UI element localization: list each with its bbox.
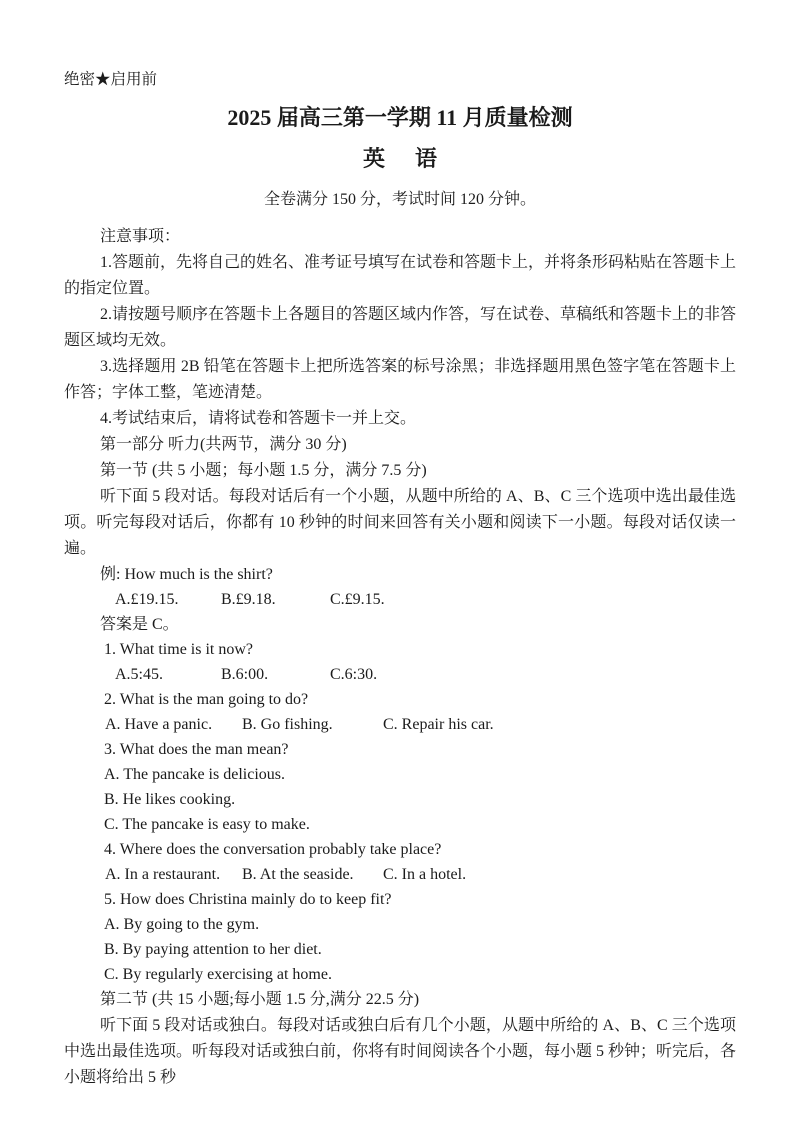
question-2-option-a: A. Have a panic. xyxy=(105,716,213,733)
part1-heading: 第一部分 听力(共两节，满分 30 分) xyxy=(100,436,347,453)
question-5-option-c: C. By regularly exercising at home. xyxy=(104,966,332,983)
question-1-option-a: A.5:45. xyxy=(115,666,163,683)
question-3-text: 3. What does the man mean? xyxy=(104,741,289,758)
question-5-text: 5. How does Christina mainly do to keep fit? xyxy=(104,891,392,908)
question-2-option-b: B. Go fishing. xyxy=(242,716,333,733)
example-options xyxy=(64,587,736,612)
question-1-text: 1. What time is it now? xyxy=(104,641,254,658)
question-4-option-c: C. In a hotel. xyxy=(383,866,467,883)
example-prompt: 例: How much is the shirt? xyxy=(100,566,273,583)
notice-item-4: 4.考试结束后，请将试卷和答题卡一并上交。 xyxy=(100,410,417,427)
section1-heading: 第一节 (共 5 小题；每小题 1.5 分，满分 7.5 分) xyxy=(100,462,427,479)
question-5-option-b: B. By paying attention to her diet. xyxy=(104,941,322,958)
subject-title: 英 语 xyxy=(362,146,441,171)
notice-heading: 注意事项： xyxy=(100,228,181,245)
example-answer: 答案是 C。 xyxy=(100,616,179,633)
notice-item-1: 1.答题前，先将自己的姓名、准考证号填写在试卷和答题卡上，并将条形码粘贴在答题卡上的指定位置。 xyxy=(64,254,737,297)
question-4-option-a: A. In a restaurant. xyxy=(105,866,221,883)
question-3-option-b: B. He likes cooking. xyxy=(104,791,236,808)
question-3-option-a: A. The pancake is delicious. xyxy=(104,766,285,783)
question-5-option-a: A. By going to the gym. xyxy=(104,916,260,933)
question-2-option-c: C. Repair his car. xyxy=(383,716,494,733)
question-2-options xyxy=(64,712,736,737)
question-4-text: 4. Where does the conversation probably take place? xyxy=(104,841,442,858)
notice-item-2: 2.请按题号顺序在答题卡上各题目的答题区域内作答，写在试卷、草稿纸和答题卡上的非答题区域均无效。 xyxy=(64,306,737,349)
exam-info: 全卷满分 150 分，考试时间 120 分钟。 xyxy=(263,191,536,208)
question-4-options xyxy=(64,862,736,887)
section1-instructions: 听下面 5 段对话。每段对话后有一个小题，从题中所给的 A、B、C 三个选项中选出最佳选项。听完每段对话后，你都有 10 秒钟的时间来回答有关小题和阅读下一小题。每段对话仅读一遍。 xyxy=(64,488,736,557)
question-4-option-b: B. At the seaside. xyxy=(242,866,354,883)
exam-title: 2025 届高三第一学期 11 月质量检测 xyxy=(227,105,573,130)
question-3-option-c: C. The pancake is easy to make. xyxy=(104,816,310,833)
example-option-b: B.£9.18. xyxy=(221,591,276,608)
section2-heading: 第二节 (共 15 小题;每小题 1.5 分,满分 22.5 分) xyxy=(100,991,420,1008)
section2-instructions: 听下面 5 段对话或独白。每段对话或独白后有几个小题，从题中所给的 A、B、C 三个选项中选出最佳选项。听每段对话或独白前，你将有时间阅读各个小题，每小题 5 秒钟；听完后，各小题将给出 5 秒 xyxy=(64,1017,737,1086)
example-option-c: C.£9.15. xyxy=(330,591,385,608)
notice-item-3: 3.选择题用 2B 铅笔在答题卡上把所选答案的标号涂黑；非选择题用黑色签字笔在答题卡上作答；字体工整，笔迹清楚。 xyxy=(64,358,736,401)
question-1-option-c: C.6:30. xyxy=(330,666,378,683)
question-1-options xyxy=(64,662,736,687)
classification-label: 绝密★启用前 xyxy=(64,71,158,88)
example-option-a: A.£19.15. xyxy=(115,591,179,608)
question-2-text: 2. What is the man going to do? xyxy=(104,691,309,708)
question-1-option-b: B.6:00. xyxy=(221,666,269,683)
